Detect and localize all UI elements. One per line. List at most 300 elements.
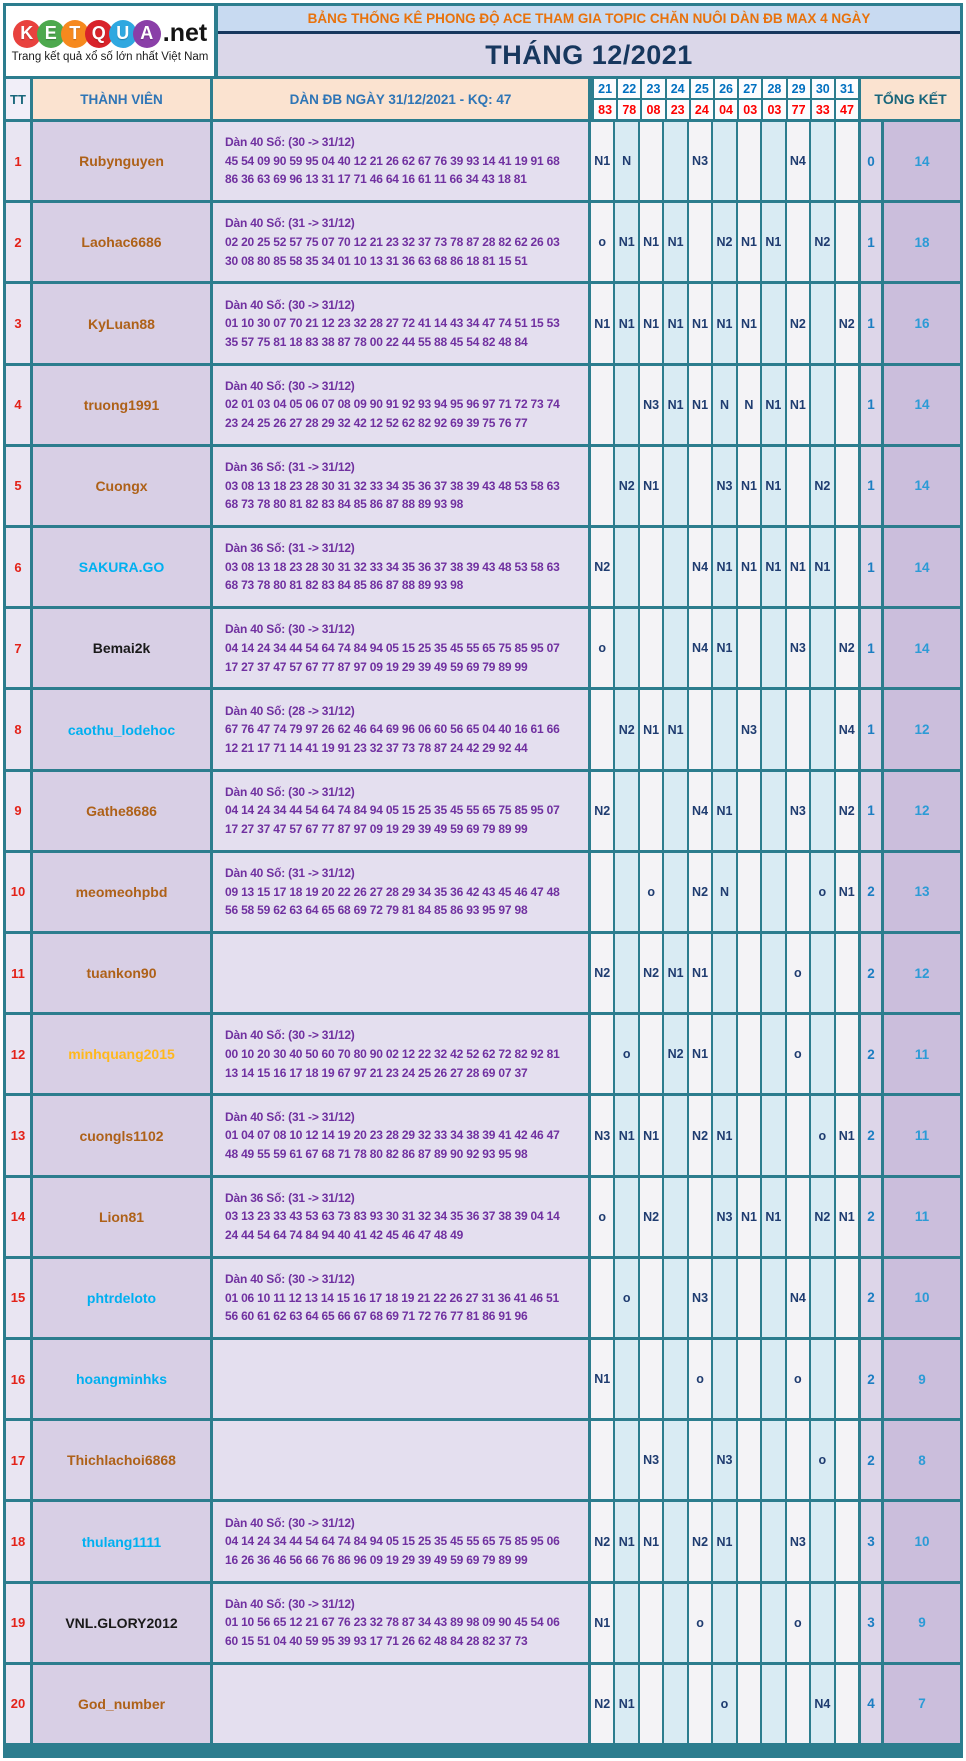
- mark-cell: [762, 1584, 786, 1662]
- total-miss: 3: [861, 1584, 884, 1662]
- mark-cell: N3: [689, 122, 713, 200]
- mark-cell: [640, 1584, 664, 1662]
- total-miss: 1: [861, 284, 884, 362]
- mark-cell: N1: [762, 1178, 786, 1256]
- number-set-cell: [213, 934, 591, 1012]
- row-number: 15: [6, 1259, 33, 1337]
- marks-grid: [591, 1665, 861, 1743]
- mark-cell: N2: [689, 1096, 713, 1174]
- number-set-cell: [213, 1421, 591, 1499]
- table-row: [6, 1337, 960, 1418]
- marks-grid: [591, 528, 861, 606]
- total-score: 13: [884, 853, 960, 931]
- mark-cell: [836, 203, 858, 281]
- numbers-line-1: 01 10 56 65 12 21 67 76 23 32 78 87 34 43 89 98 09 90 45 54 06: [225, 1615, 560, 1630]
- logo-net-suffix: .net: [162, 19, 208, 47]
- total-miss: 1: [861, 447, 884, 525]
- member-name: God_number: [33, 1665, 213, 1743]
- number-set-cell: [213, 447, 591, 525]
- mark-cell: [836, 366, 858, 444]
- mark-cell: N1: [713, 1096, 737, 1174]
- dan-label: Dàn 36 Số: (31 -> 31/12): [225, 1190, 355, 1205]
- total-miss: 1: [861, 690, 884, 768]
- mark-cell: [689, 690, 713, 768]
- dan-label: Dàn 40 Số: (31 -> 31/12): [225, 216, 355, 231]
- numbers-line-1: 01 10 30 07 70 21 12 23 32 28 27 72 41 14 43 34 47 74 51 15 53: [225, 316, 560, 331]
- numbers-line-1: 04 14 24 34 44 54 64 74 84 94 05 15 25 35 45 55 65 75 85 95 07: [225, 641, 560, 656]
- result-row: [594, 100, 858, 119]
- row-number: 14: [6, 1178, 33, 1256]
- marks-grid: [591, 1421, 861, 1499]
- mark-cell: N1: [836, 1096, 858, 1174]
- date-header-cell: 21: [594, 79, 618, 98]
- numbers-line-2: 30 08 80 85 58 35 34 01 10 13 31 36 63 68 86 18 81 15 51: [225, 253, 528, 268]
- mark-cell: N1: [640, 447, 664, 525]
- row-number: 9: [6, 772, 33, 850]
- table-row: [6, 281, 960, 362]
- logo-letter: U: [109, 20, 137, 48]
- number-set-cell: [213, 1340, 591, 1418]
- mark-cell: [811, 366, 835, 444]
- member-name: tuankon90: [33, 934, 213, 1012]
- number-set-cell: [213, 1015, 591, 1093]
- marks-grid: [591, 1584, 861, 1662]
- mark-cell: [811, 122, 835, 200]
- total-miss: 3: [861, 1502, 884, 1580]
- logo-letters: [13, 19, 207, 48]
- mark-cell: [738, 122, 762, 200]
- table-row: [6, 1012, 960, 1093]
- mark-cell: N2: [640, 934, 664, 1012]
- number-set-cell: [213, 366, 591, 444]
- result-cell: 23: [667, 100, 691, 119]
- mark-cell: o: [713, 1665, 737, 1743]
- numbers-line-1: 00 10 20 30 40 50 60 70 80 90 02 12 22 32 42 52 62 72 82 92 81: [225, 1047, 560, 1062]
- mark-cell: N2: [811, 447, 835, 525]
- marks-grid: [591, 1259, 861, 1337]
- numbers-line-2: 56 60 61 62 63 64 65 66 67 68 69 71 72 76 77 81 86 91 96: [225, 1309, 528, 1324]
- mark-cell: [713, 690, 737, 768]
- mark-cell: N2: [591, 1502, 615, 1580]
- number-set-cell: [213, 1096, 591, 1174]
- date-header-cell: 22: [618, 79, 642, 98]
- mark-cell: [640, 609, 664, 687]
- marks-grid: [591, 447, 861, 525]
- mark-cell: N1: [615, 203, 639, 281]
- mark-cell: o: [811, 1096, 835, 1174]
- marks-grid: [591, 284, 861, 362]
- mark-cell: o: [787, 1015, 811, 1093]
- member-name: Lion81: [33, 1178, 213, 1256]
- mark-cell: N4: [689, 772, 713, 850]
- mark-cell: N1: [640, 1096, 664, 1174]
- mark-cell: [591, 447, 615, 525]
- total-miss: 1: [861, 528, 884, 606]
- mark-cell: N1: [615, 284, 639, 362]
- date-header-cell: 28: [763, 79, 787, 98]
- mark-cell: N1: [836, 853, 858, 931]
- mark-cell: N2: [836, 609, 858, 687]
- mark-cell: N2: [787, 284, 811, 362]
- mark-cell: [811, 690, 835, 768]
- total-miss: 2: [861, 1421, 884, 1499]
- mark-cell: N1: [738, 1178, 762, 1256]
- numbers-line-2: 68 73 78 80 81 82 83 84 85 86 87 88 89 93 98: [225, 578, 464, 593]
- total-score: 7: [884, 1665, 960, 1743]
- total-score: 11: [884, 1178, 960, 1256]
- member-name: truong1991: [33, 366, 213, 444]
- mark-cell: [836, 1584, 858, 1662]
- mark-cell: [640, 1015, 664, 1093]
- mark-cell: N1: [811, 528, 835, 606]
- total-score: 12: [884, 934, 960, 1012]
- numbers-line-2: 35 57 75 81 18 83 38 87 78 00 22 44 55 88 45 54 82 48 84: [225, 334, 528, 349]
- total-miss: 1: [861, 609, 884, 687]
- table-row: [6, 525, 960, 606]
- mark-cell: [811, 1340, 835, 1418]
- marks-grid: [591, 122, 861, 200]
- mark-cell: [640, 1259, 664, 1337]
- member-name: Gathe8686: [33, 772, 213, 850]
- mark-cell: [615, 609, 639, 687]
- mark-cell: N1: [591, 1340, 615, 1418]
- total-score: 14: [884, 447, 960, 525]
- mark-cell: [738, 1584, 762, 1662]
- mark-cell: N3: [640, 366, 664, 444]
- mark-cell: [762, 609, 786, 687]
- mark-cell: [836, 1259, 858, 1337]
- mark-cell: [762, 1421, 786, 1499]
- marks-grid: [591, 366, 861, 444]
- total-miss: 1: [861, 203, 884, 281]
- table-row: [6, 1499, 960, 1580]
- mark-cell: N: [615, 122, 639, 200]
- date-header-cell: 29: [788, 79, 812, 98]
- mark-cell: N4: [811, 1665, 835, 1743]
- mark-cell: N1: [787, 366, 811, 444]
- dan-label: Dàn 40 Số: (31 -> 31/12): [225, 1109, 355, 1124]
- number-set-cell: [213, 528, 591, 606]
- row-number: 13: [6, 1096, 33, 1174]
- numbers-line-1: 01 04 07 08 10 12 14 19 20 23 28 29 32 33 34 38 39 41 42 46 47: [225, 1128, 560, 1143]
- mark-cell: [762, 772, 786, 850]
- row-number: 6: [6, 528, 33, 606]
- mark-cell: [689, 1178, 713, 1256]
- result-cell: 77: [788, 100, 812, 119]
- result-cell: 47: [836, 100, 858, 119]
- total-score: 14: [884, 366, 960, 444]
- ketqua-logo: [6, 6, 218, 76]
- numbers-line-1: 02 01 03 04 05 06 07 08 09 90 91 92 93 94 95 96 97 71 72 73 74: [225, 397, 560, 412]
- mark-cell: [811, 1259, 835, 1337]
- table-row: [6, 119, 960, 200]
- dan-label: Dàn 40 Số: (31 -> 31/12): [225, 866, 355, 881]
- member-name: meomeohpbd: [33, 853, 213, 931]
- table-row: [6, 363, 960, 444]
- mark-cell: [713, 1015, 737, 1093]
- mark-cell: [713, 1259, 737, 1337]
- member-name: Bemai2k: [33, 609, 213, 687]
- total-score: 11: [884, 1015, 960, 1093]
- mark-cell: N: [738, 366, 762, 444]
- total-score: 14: [884, 122, 960, 200]
- table-row: [6, 1662, 960, 1743]
- mark-cell: [811, 934, 835, 1012]
- mark-cell: o: [591, 609, 615, 687]
- number-set-cell: [213, 772, 591, 850]
- total-miss: 2: [861, 853, 884, 931]
- date-header-row: [594, 79, 858, 100]
- mark-cell: [615, 934, 639, 1012]
- header-numbers: DÀN ĐB NGÀY 31/12/2021 - KQ: 47: [213, 79, 591, 119]
- mark-cell: N1: [664, 934, 688, 1012]
- mark-cell: [787, 1665, 811, 1743]
- mark-cell: N1: [713, 284, 737, 362]
- mark-cell: [689, 1421, 713, 1499]
- total-score: 18: [884, 203, 960, 281]
- date-header-cell: 24: [667, 79, 691, 98]
- mark-cell: [836, 1502, 858, 1580]
- mark-cell: N: [713, 853, 737, 931]
- numbers-line-2: 60 15 51 04 40 59 95 39 93 17 71 26 62 48 84 28 82 37 73: [225, 1634, 528, 1649]
- mark-cell: N2: [615, 690, 639, 768]
- mark-cell: [664, 1421, 688, 1499]
- numbers-line-2: 48 49 55 59 61 67 68 71 78 80 82 86 87 89 90 92 93 95 98: [225, 1146, 528, 1161]
- numbers-line-1: 45 54 09 90 59 95 04 40 12 21 26 62 67 76 39 93 14 41 19 91 68: [225, 153, 560, 168]
- mark-cell: N1: [738, 203, 762, 281]
- table-row: [6, 769, 960, 850]
- mark-cell: N1: [615, 1096, 639, 1174]
- logo-tagline: Trang kết quả xổ số lớn nhất Việt Nam: [11, 51, 209, 63]
- mark-cell: N3: [591, 1096, 615, 1174]
- month-title: THÁNG 12/2021: [218, 34, 960, 76]
- number-set-cell: [213, 1178, 591, 1256]
- mark-cell: [640, 1340, 664, 1418]
- mark-cell: [836, 528, 858, 606]
- row-number: 8: [6, 690, 33, 768]
- mark-cell: o: [615, 1259, 639, 1337]
- mark-cell: N1: [640, 690, 664, 768]
- mark-cell: [591, 690, 615, 768]
- header-total: TỔNG KẾT: [861, 79, 960, 119]
- mark-cell: N1: [591, 122, 615, 200]
- mark-cell: [762, 284, 786, 362]
- date-header-cell: 30: [812, 79, 836, 98]
- total-score: 10: [884, 1259, 960, 1337]
- mark-cell: [811, 284, 835, 362]
- marks-grid: [591, 1178, 861, 1256]
- mark-cell: [591, 1259, 615, 1337]
- mark-cell: N3: [787, 609, 811, 687]
- banners: [218, 6, 960, 76]
- mark-cell: o: [591, 203, 615, 281]
- mark-cell: N1: [836, 1178, 858, 1256]
- mark-cell: N2: [591, 772, 615, 850]
- result-cell: 04: [715, 100, 739, 119]
- mark-cell: N1: [787, 528, 811, 606]
- mark-cell: N1: [640, 284, 664, 362]
- mark-cell: N1: [689, 934, 713, 1012]
- mark-cell: [787, 203, 811, 281]
- mark-cell: [640, 122, 664, 200]
- total-miss: 0: [861, 122, 884, 200]
- total-score: 10: [884, 1502, 960, 1580]
- mark-cell: [591, 853, 615, 931]
- mark-cell: N3: [689, 1259, 713, 1337]
- mark-cell: [738, 853, 762, 931]
- mark-cell: N1: [762, 366, 786, 444]
- number-set-cell: [213, 122, 591, 200]
- table-row: [6, 931, 960, 1012]
- total-score: 9: [884, 1584, 960, 1662]
- numbers-line-2: 13 14 15 16 17 18 19 67 97 21 23 24 25 26 27 28 69 07 37: [225, 1065, 528, 1080]
- numbers-line-1: 04 14 24 34 44 54 64 74 84 94 05 15 25 35 45 55 65 75 85 95 07: [225, 803, 560, 818]
- mark-cell: N2: [689, 853, 713, 931]
- table-row: [6, 1093, 960, 1174]
- member-name: Cuongx: [33, 447, 213, 525]
- numbers-line-1: 03 08 13 18 23 28 30 31 32 33 34 35 36 37 38 39 43 48 53 58 63: [225, 478, 560, 493]
- mark-cell: [664, 1259, 688, 1337]
- mark-cell: [689, 1665, 713, 1743]
- mark-cell: N4: [689, 528, 713, 606]
- table-row: [6, 1418, 960, 1499]
- mark-cell: N1: [738, 284, 762, 362]
- row-number: 19: [6, 1584, 33, 1662]
- numbers-line-2: 12 21 17 71 14 41 19 91 23 32 37 73 78 87 24 42 29 92 44: [225, 740, 528, 755]
- logo-letter: T: [61, 20, 89, 48]
- dan-label: Dàn 40 Số: (30 -> 31/12): [225, 1515, 355, 1530]
- number-set-cell: [213, 203, 591, 281]
- member-name: KyLuan88: [33, 284, 213, 362]
- date-header-cell: 25: [691, 79, 715, 98]
- table-row: [6, 1256, 960, 1337]
- row-number: 3: [6, 284, 33, 362]
- mark-cell: N1: [713, 772, 737, 850]
- mark-cell: N1: [591, 1584, 615, 1662]
- marks-grid: [591, 853, 861, 931]
- mark-cell: [762, 690, 786, 768]
- numbers-line-2: 23 24 25 26 27 28 29 32 42 12 52 62 82 92 69 39 75 76 77: [225, 416, 528, 430]
- dan-label: Dàn 40 Số: (30 -> 31/12): [225, 622, 355, 637]
- mark-cell: [738, 1340, 762, 1418]
- dan-label: Dàn 40 Số: (30 -> 31/12): [225, 1272, 355, 1287]
- numbers-line-2: 56 58 59 62 63 64 65 68 69 72 79 81 84 85 86 93 95 97 98: [225, 903, 528, 918]
- member-name: thulang1111: [33, 1502, 213, 1580]
- mark-cell: N1: [664, 366, 688, 444]
- mark-cell: N2: [689, 1502, 713, 1580]
- mark-cell: N4: [787, 122, 811, 200]
- total-score: 14: [884, 609, 960, 687]
- numbers-line-2: 17 27 37 47 57 67 77 87 97 09 19 29 39 49 59 69 79 89 99: [225, 822, 528, 837]
- row-number: 7: [6, 609, 33, 687]
- numbers-line-1: 03 08 13 18 23 28 30 31 32 33 34 35 36 37 38 39 43 48 53 58 63: [225, 559, 560, 574]
- mark-cell: [787, 690, 811, 768]
- member-name: VNL.GLORY2012: [33, 1584, 213, 1662]
- mark-cell: [836, 447, 858, 525]
- mark-cell: [713, 122, 737, 200]
- total-miss: 1: [861, 772, 884, 850]
- logo-letter: K: [13, 20, 41, 48]
- number-set-cell: [213, 609, 591, 687]
- number-set-cell: [213, 1259, 591, 1337]
- number-set-cell: [213, 853, 591, 931]
- mark-cell: N2: [591, 1665, 615, 1743]
- mark-cell: N2: [615, 447, 639, 525]
- mark-cell: N2: [591, 934, 615, 1012]
- row-number: 4: [6, 366, 33, 444]
- numbers-line-1: 09 13 15 17 18 19 20 22 26 27 28 29 34 35 36 42 43 45 46 47 48: [225, 884, 560, 899]
- mark-cell: [615, 853, 639, 931]
- mark-cell: [738, 772, 762, 850]
- table-row: [6, 1581, 960, 1662]
- mark-cell: N2: [640, 1178, 664, 1256]
- date-header-cell: 27: [739, 79, 763, 98]
- header-tt: TT: [6, 79, 33, 119]
- mark-cell: [640, 1665, 664, 1743]
- mark-cell: N3: [787, 772, 811, 850]
- mark-cell: [738, 1259, 762, 1337]
- mark-cell: [762, 1259, 786, 1337]
- mark-cell: o: [811, 853, 835, 931]
- mark-cell: [664, 1665, 688, 1743]
- mark-cell: [787, 447, 811, 525]
- marks-grid: [591, 609, 861, 687]
- date-header-cell: 26: [715, 79, 739, 98]
- table-header: [6, 79, 960, 119]
- mark-cell: [762, 1015, 786, 1093]
- total-miss: 2: [861, 1015, 884, 1093]
- mark-cell: N3: [787, 1502, 811, 1580]
- dan-label: Dàn 40 Số: (30 -> 31/12): [225, 784, 355, 799]
- mark-cell: N4: [787, 1259, 811, 1337]
- mark-cell: [762, 122, 786, 200]
- mark-cell: o: [787, 1340, 811, 1418]
- dan-label: Dàn 40 Số: (30 -> 31/12): [225, 1028, 355, 1043]
- mark-cell: N1: [762, 447, 786, 525]
- mark-cell: [811, 1584, 835, 1662]
- mark-cell: [615, 1340, 639, 1418]
- mark-cell: [713, 1340, 737, 1418]
- dan-label: Dàn 40 Số: (30 -> 31/12): [225, 1596, 355, 1611]
- mark-cell: [762, 1340, 786, 1418]
- mark-cell: N3: [640, 1421, 664, 1499]
- marks-grid: [591, 934, 861, 1012]
- mark-cell: [738, 1015, 762, 1093]
- mark-cell: N1: [762, 528, 786, 606]
- header-dates-block: [591, 79, 861, 119]
- member-name: Rubynguyen: [33, 122, 213, 200]
- dan-label: Dàn 36 Số: (31 -> 31/12): [225, 460, 355, 475]
- mark-cell: N1: [664, 284, 688, 362]
- numbers-line-2: 68 73 78 80 81 82 83 84 85 86 87 88 89 93 98: [225, 497, 464, 512]
- mark-cell: N: [713, 366, 737, 444]
- header-member: THÀNH VIÊN: [33, 79, 213, 119]
- mark-cell: [787, 1096, 811, 1174]
- mark-cell: N2: [811, 203, 835, 281]
- numbers-line-1: 02 20 25 52 57 75 07 70 12 21 23 32 37 73 78 87 28 82 62 26 03: [225, 235, 560, 249]
- mark-cell: [836, 934, 858, 1012]
- row-number: 16: [6, 1340, 33, 1418]
- result-cell: 03: [763, 100, 787, 119]
- table-body: [6, 119, 960, 1743]
- numbers-line-1: 03 13 23 33 43 53 63 73 83 93 30 31 32 34 35 36 37 38 39 04 14: [225, 1209, 560, 1224]
- mark-cell: N1: [640, 203, 664, 281]
- table-row: [6, 687, 960, 768]
- logo-letter: A: [133, 20, 161, 48]
- table-row: [6, 606, 960, 687]
- mark-cell: [811, 609, 835, 687]
- mark-cell: [615, 1584, 639, 1662]
